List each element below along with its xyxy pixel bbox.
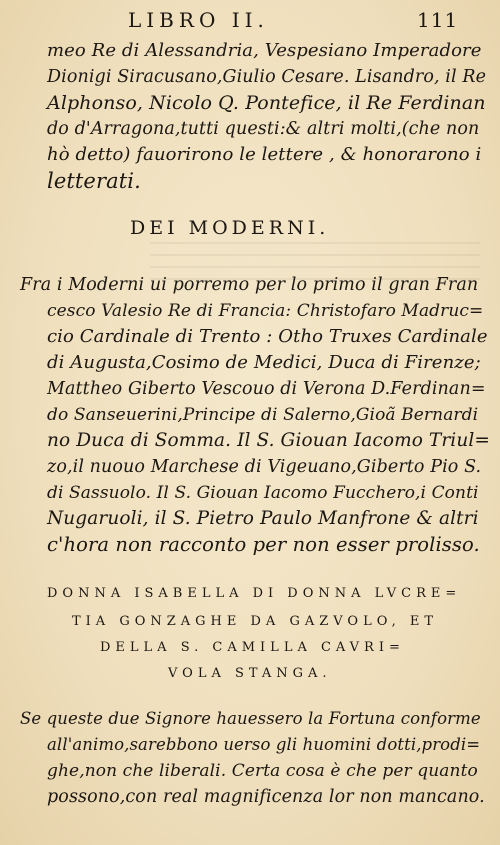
page-header [0, 8, 500, 34]
text-line: Alphonso, Nicolo Q. Pontefice, il Re Ferdinan [47, 92, 486, 114]
text-line: do d'Arragona,tutti questi:& altri molti,(che non [47, 119, 480, 139]
text-line: possono,con real magnificenza lor non mancano. [47, 787, 485, 807]
page-number: 111 [417, 8, 459, 32]
text-line: di Augusta,Cosimo de Medici, Duca di Firenze; [47, 352, 481, 373]
text-line: Mattheo Giberto Vescouo di Verona D.Ferdinan= [47, 379, 486, 399]
dedication-heading-line: DELLA S. CAMILLA CAVRI= [100, 640, 405, 655]
text-line: zo,il nuouo Marchese di Vigeuano,Giberto Pio S. [47, 457, 482, 477]
text-line: di Sassuolo. Il S. Giouan Iacomo Fucchero,i Conti [47, 483, 479, 503]
text-line: ghe,non che liberali. Certa cosa è che per quanto [47, 761, 478, 781]
text-line: Dionigi Siracusano,Giulio Cesare. Lisandro, il Re [47, 67, 487, 87]
text-line: Se queste due Signore hauessero la Fortuna conforme [20, 709, 481, 728]
text-line: letterati. [47, 169, 141, 193]
text-line: meo Re di Alessandria, Vespesiano Imperadore [47, 40, 482, 61]
text-line: do Sanseuerini,Principe di Salerno,Gioã Bernardi [47, 405, 479, 425]
text-line: Fra i Moderni ui porremo per lo primo il gran Fran [20, 275, 479, 295]
text-line: cio Cardinale di Trento : Otho Truxes Cardinale [47, 326, 488, 347]
text-line: all'animo,sarebbono uerso gli huomini dotti,prodi= [47, 735, 481, 754]
dedication-heading-line: VOLA STANGA. [168, 666, 332, 681]
text-line: c'hora non racconto per non esser prolisso. [47, 533, 480, 556]
text-line: hò detto) fauorirono le lettere , & honorarono i [47, 144, 482, 165]
dedication-heading-line: DONNA ISABELLA DI DONNA LVCRE= [47, 586, 462, 601]
dedication-heading-line: TIA GONZAGHE DA GAZVOLO, ET [72, 614, 439, 629]
text-line: Nugaruoli, il S. Pietro Paulo Manfrone & altri [47, 508, 479, 529]
text-line: no Duca di Somma. Il S. Giouan Iacomo Triul= [47, 430, 490, 451]
text-line: cesco Valesio Re di Francia: Christofaro Madruc= [47, 301, 484, 321]
section-heading: DEI MODERNI. [130, 217, 330, 239]
running-head: LIBRO II. [128, 8, 269, 32]
